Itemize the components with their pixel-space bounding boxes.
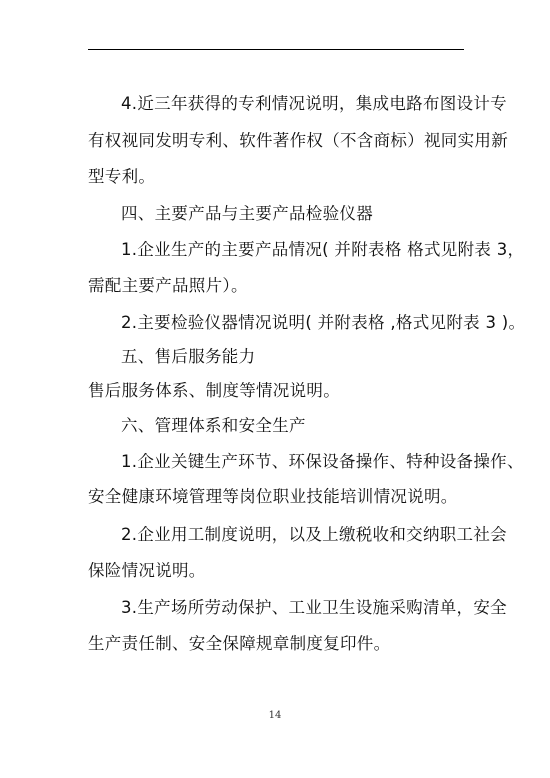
- paragraph-line: 2.企业用工制度说明，以及上缴税收和交纳职工社会: [121, 525, 507, 544]
- paragraph-line: 4.近三年获得的专利情况说明，集成电路布图设计专: [121, 94, 507, 113]
- paragraph-line: 生产责任制、安全保障规章制度复印件。: [88, 634, 391, 653]
- section-heading: 六、管理体系和安全生产: [121, 416, 306, 435]
- paragraph-line: 需配主要产品照片）。: [88, 276, 248, 295]
- paragraph-line: 安全健康环境管理等岗位职业技能培训情况说明。: [88, 487, 458, 506]
- paragraph-line: 保险情况说明。: [88, 561, 206, 580]
- header-rule: [88, 49, 464, 50]
- section-heading: 五、售后服务能力: [121, 347, 256, 366]
- paragraph-line: 1.企业生产的主要产品情况( 并附表格 格式见附表 3，: [121, 240, 525, 259]
- paragraph-line: 有权视同发明专利、软件著作权（不含商标）视同实用新: [88, 131, 508, 150]
- paragraph-line: 3.生产场所劳动保护、工业卫生设施采购清单，安全: [121, 598, 507, 617]
- page-number: 14: [268, 710, 282, 721]
- paragraph-line: 型专利。: [88, 167, 156, 186]
- paragraph-line: 售后服务体系、制度等情况说明。: [88, 381, 340, 400]
- section-heading: 四、主要产品与主要产品检验仪器: [121, 204, 373, 223]
- paragraph-line: 1.企业关键生产环节、环保设备操作、特种设备操作、: [121, 452, 524, 471]
- paragraph-line: 2.主要检验仪器情况说明( 并附表格 ,格式见附表 3 )。: [121, 313, 526, 332]
